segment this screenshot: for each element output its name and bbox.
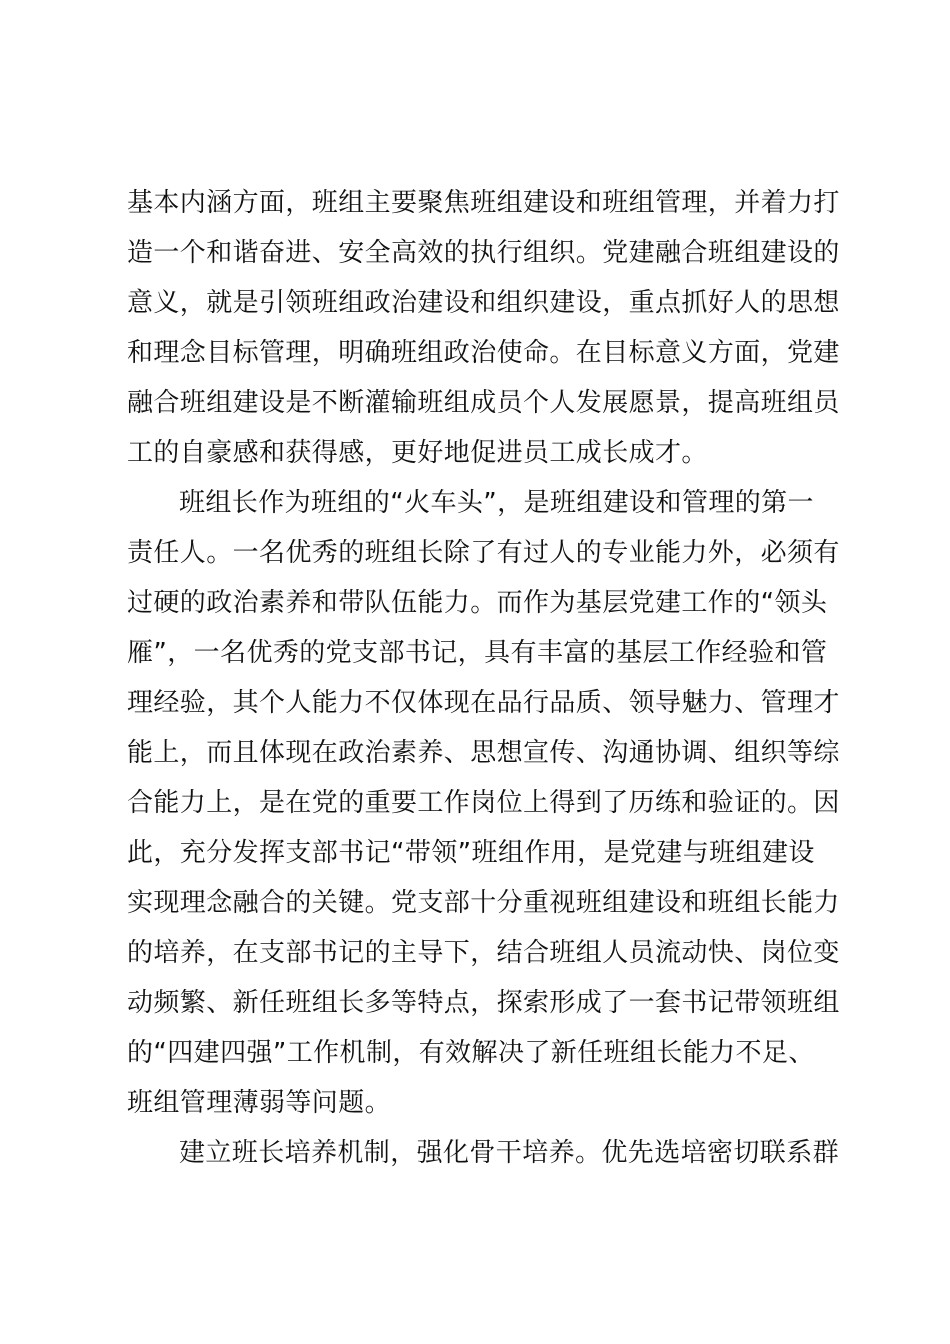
text-line: 的培养，在支部书记的主导下，结合班组人员流动快、岗位变 [127, 938, 840, 968]
text-line: 此，充分发挥支部书记“带领”班组作用，是党建与班组建设 [127, 838, 815, 868]
text-line: 意义，就是引领班组政治建设和组织建设，重点抓好人的思想 [127, 288, 840, 318]
text-line-first: 建立班长培养机制，强化骨干培养。优先选培密切联系群 [179, 1138, 840, 1168]
text-line: 合能力上，是在党的重要工作岗位上得到了历练和验证的。因 [127, 788, 840, 818]
text-line: 的“四建四强”工作机制，有效解决了新任班组长能力不足、 [127, 1038, 815, 1068]
text-line: 实现理念融合的关键。党支部十分重视班组建设和班组长能力 [127, 888, 840, 918]
text-line: 基本内涵方面，班组主要聚焦班组建设和班组管理，并着力打 [127, 188, 840, 218]
text-line: 责任人。一名优秀的班组长除了有过人的专业能力外，必须有 [127, 538, 840, 568]
text-line: 雁”，一名优秀的党支部书记，具有丰富的基层工作经验和管 [127, 638, 828, 668]
text-line: 和理念目标管理，明确班组政治使命。在目标意义方面，党建 [127, 338, 840, 368]
text-line: 动频繁、新任班组长多等特点，探索形成了一套书记带领班组 [127, 988, 840, 1018]
text-line: 融合班组建设是不断灌输班组成员个人发展愿景，提高班组员 [127, 388, 840, 418]
text-line: 理经验，其个人能力不仅体现在品行品质、领导魅力、管理才 [127, 688, 840, 718]
paragraph-1 [127, 178, 847, 478]
paragraph-2 [127, 478, 847, 1128]
document-page [127, 178, 847, 1178]
text-line: 班组管理薄弱等问题。 [127, 1088, 392, 1118]
text-line: 造一个和谐奋进、安全高效的执行组织。党建融合班组建设的 [127, 238, 840, 268]
text-line: 工的自豪感和获得感，更好地促进员工成长成才。 [127, 438, 708, 468]
text-line: 能上，而且体现在政治素养、思想宣传、沟通协调、组织等综 [127, 738, 840, 768]
text-line: 过硬的政治素养和带队伍能力。而作为基层党建工作的“领头 [127, 588, 828, 618]
paragraph-3 [127, 1128, 847, 1178]
text-line-first: 班组长作为班组的“火车头”，是班组建设和管理的第一 [179, 488, 814, 518]
